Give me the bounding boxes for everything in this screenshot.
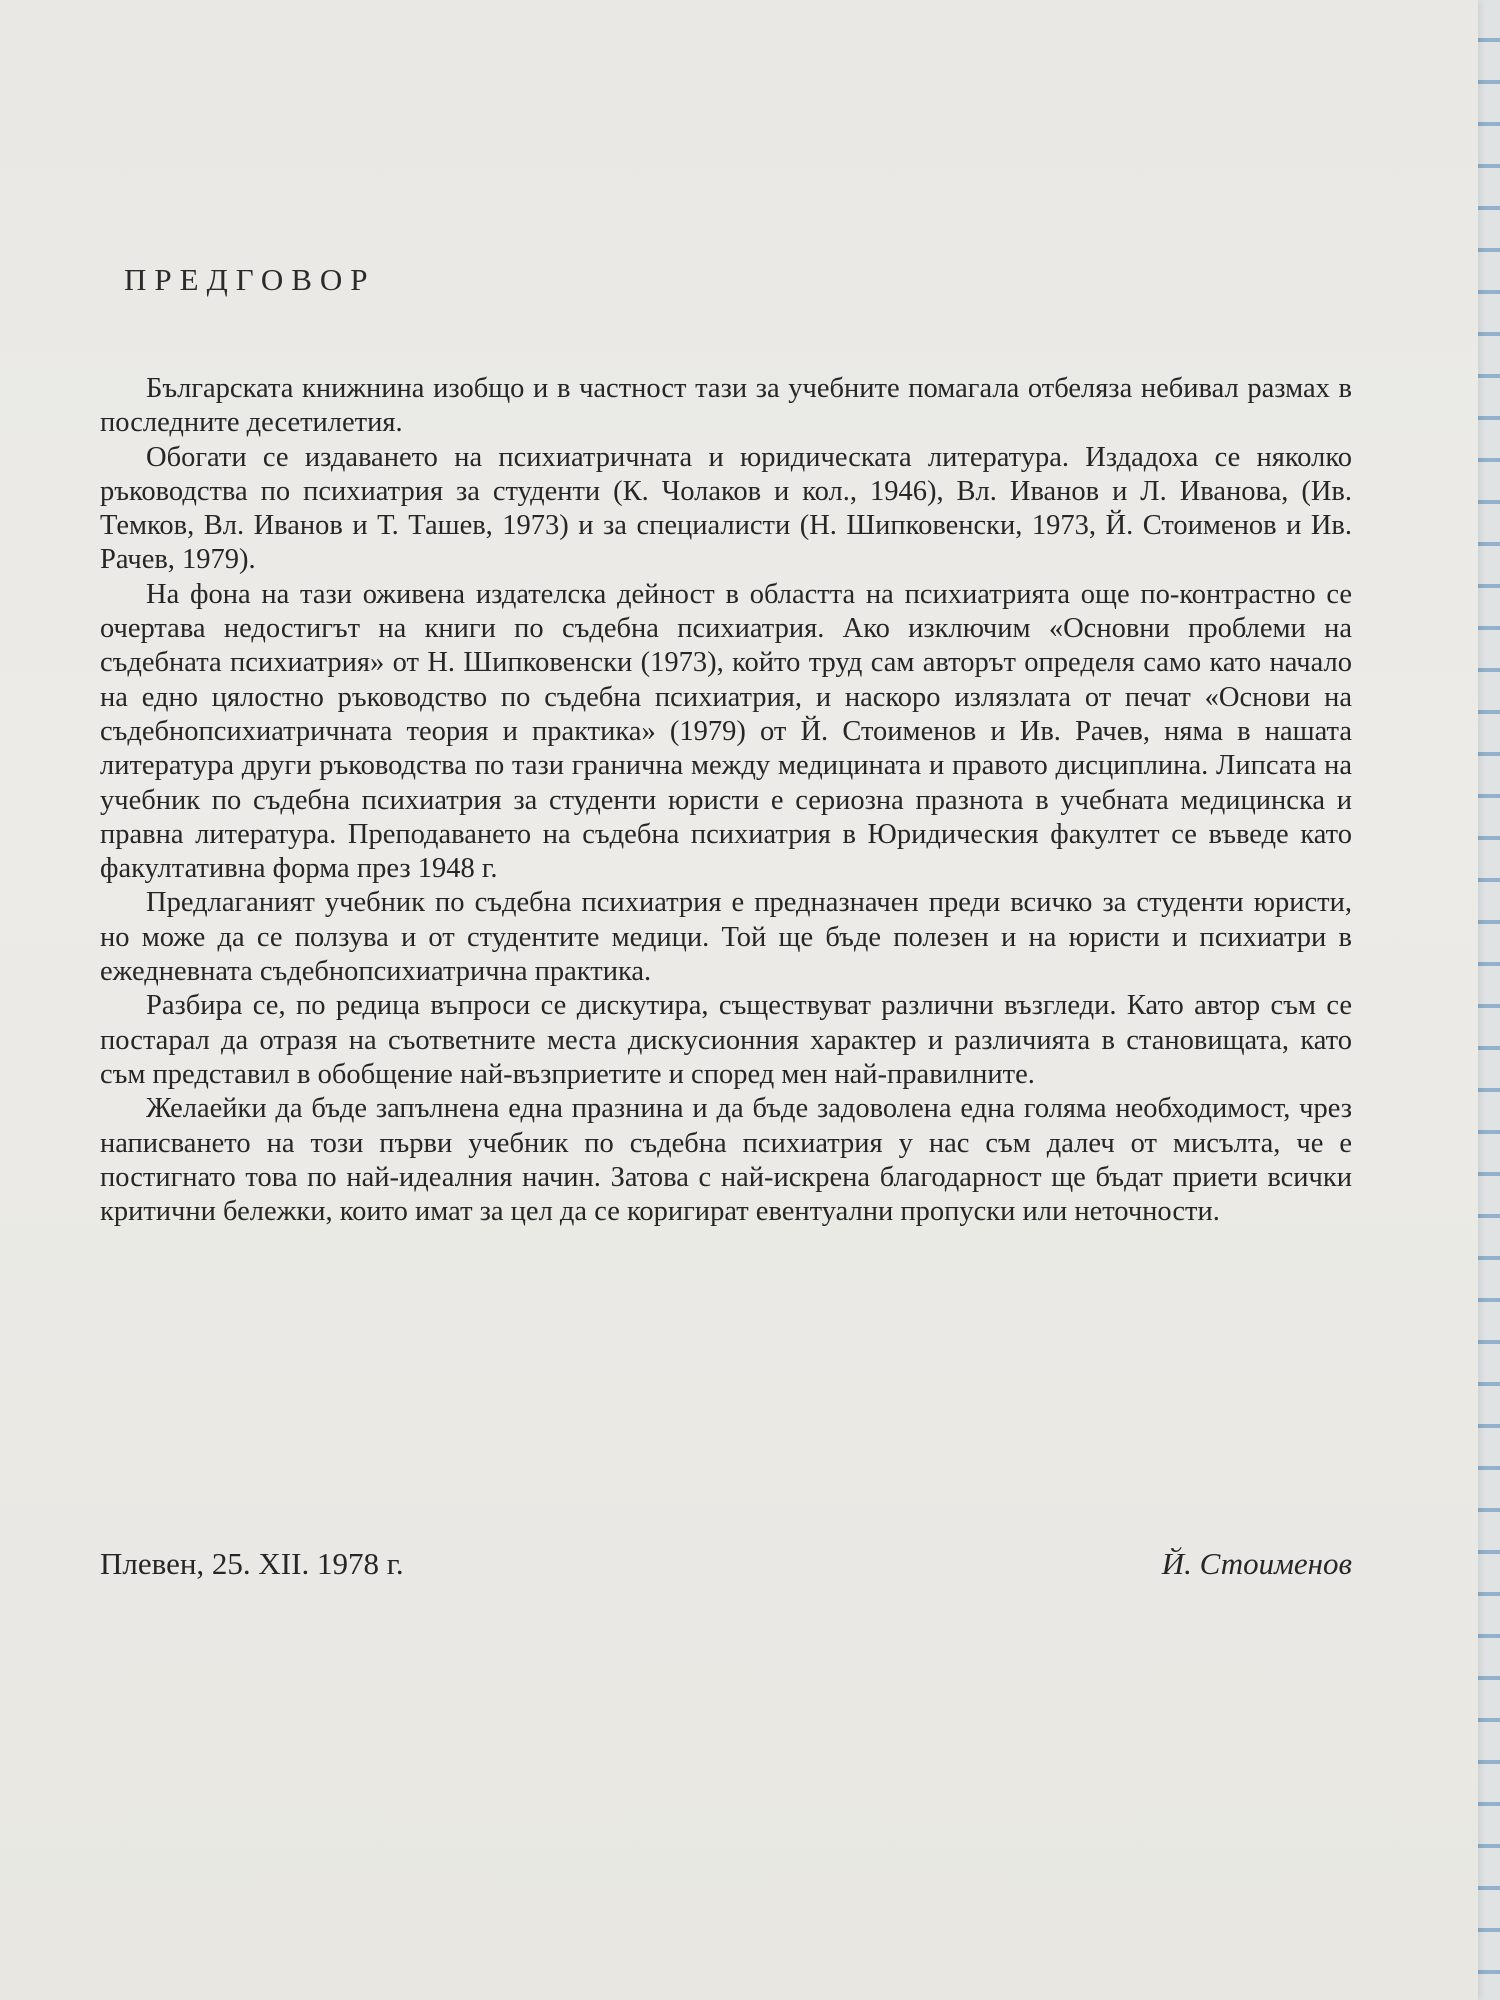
page-heading: ПРЕДГОВОР: [124, 262, 376, 297]
paragraph-1: Българската книжнина изобщо и в частност тази за учебните помагала отбеляза небивал размах в последните десетилетия.: [100, 373, 1352, 439]
paragraph-5: Разбира се, по редица въпроси се дискутира, съществуват различни възгледи. Като автор съм се постарал да отразя на съответните места дискусионния характер и различията в становищата, като съм представил в обобщение най-възприетите и според мен най-правилните.: [100, 990, 1352, 1090]
paragraph-2: Обогати се издаването на психиатричната и юридическата литература. Издадоха се няколко ръководства по психиатрия за студенти (К. Чолаков и кол., 1946), Вл. Иванов и Л. Иванова, (Ив. Темков, Вл. Иванов и Т. Ташев, 1973) и за специалисти (Н. Шипковенски, 1973, Й. Стоименов и Ив. Рачев, 1979).: [100, 441, 1352, 576]
paragraph-6: Желаейки да бъде запълнена една празнина и да бъде задоволена една голяма необходимост, чрез написването на този първи учебник по съдебна психиатрия у нас съм далеч от мисълта, че е постигнато това по най-идеалния начин. Затова с най-искрена благодарност ще бъдат приети всички критични бележки, които имат за цел да се коригират евентуални пропуски или неточности.: [100, 1093, 1352, 1228]
author-signature: Й. Стоименов: [1161, 1546, 1352, 1581]
page-stack-edge: [1478, 0, 1500, 2000]
paragraph-4: Предлаганият учебник по съдебна психиатрия е предназначен преди всичко за студенти юристи, но може да се ползува и от студентите медици. Той ще бъде полезен и на юристи и психиатри в ежедневната съдебнопсихиатрична практика.: [100, 887, 1352, 988]
preface-body: [100, 372, 1352, 1229]
place-and-date: Плевен, 25. XII. 1978 г.: [100, 1546, 404, 1581]
paragraph-3: На фона на тази оживена издателска дейност в областта на психиатрията още по-контрастно се очертава недостигът на книги по съдебна психиатрия. Ако изключим «Основни проблеми на съдебната психиатрия» от Н. Шипковенски (1973), който труд сам авторът определя само като начало на едно цялостно ръководство по съдебна психиатрия, и наскоро излязлата от печат «Основи на съдебнопсихиатричната теория и практика» (1979) от Й. Стоименов и Ив. Рачев, няма в нашата литература други ръководства по тази гранична между медицината и правото дисциплина. Липсата на учебник по съдебна психиатрия за студенти юристи е сериозна празнота в учебната медицинска и правна литература. Преподаването на съдебна психиатрия в Юридическия факултет се въведе като факултативна форма през 1948 г.: [100, 578, 1352, 885]
